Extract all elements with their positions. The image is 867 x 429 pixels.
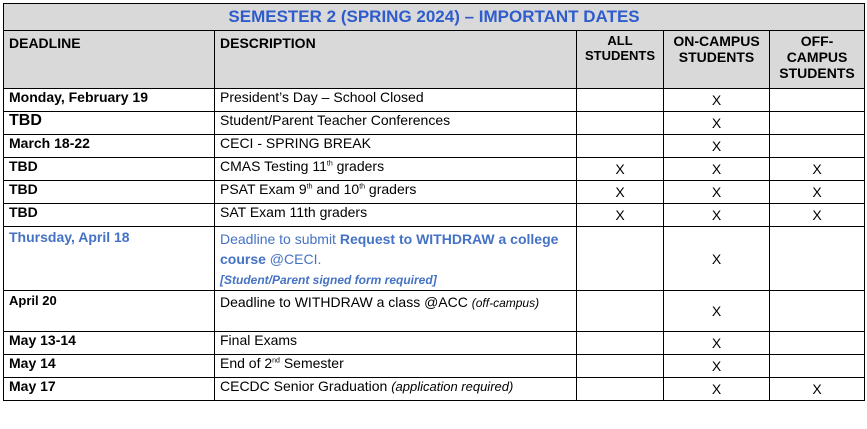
description-cell: Student/Parent Teacher Conferences bbox=[215, 112, 577, 135]
description-text: CECDC Senior Graduation bbox=[220, 378, 392, 394]
deadline-cell: May 14 bbox=[4, 355, 215, 378]
description-text: and 10 bbox=[312, 181, 360, 197]
description-cell: SAT Exam 11th graders bbox=[215, 204, 577, 227]
description-text: @CECI. bbox=[265, 251, 322, 267]
table-row bbox=[4, 158, 865, 181]
table-row bbox=[4, 378, 865, 401]
all-students-mark bbox=[577, 355, 664, 378]
all-students-mark bbox=[577, 332, 664, 355]
description-text: Deadline to WITHDRAW a class @ACC bbox=[220, 294, 472, 310]
deadline-cell: Monday, February 19 bbox=[4, 89, 215, 112]
off-campus-mark: X bbox=[770, 378, 865, 401]
deadline-cell: April 20 bbox=[4, 291, 215, 332]
all-students-mark bbox=[577, 378, 664, 401]
on-campus-mark: X bbox=[664, 355, 770, 378]
on-campus-mark: X bbox=[664, 291, 770, 332]
description-cell bbox=[215, 181, 577, 204]
all-students-mark bbox=[577, 291, 664, 332]
deadline-cell: TBD bbox=[4, 112, 215, 135]
deadline-cell: Thursday, April 18 bbox=[4, 227, 215, 291]
table-row bbox=[4, 181, 865, 204]
ordinal-suffix: th bbox=[359, 183, 366, 191]
table-row bbox=[4, 135, 865, 158]
on-campus-mark: X bbox=[664, 89, 770, 112]
description-note: (application required) bbox=[391, 379, 514, 394]
description-cell: CECI - SPRING BREAK bbox=[215, 135, 577, 158]
table-row bbox=[4, 89, 865, 112]
header-all-students: ALL STUDENTS bbox=[577, 31, 664, 89]
deadline-cell: TBD bbox=[4, 158, 215, 181]
all-students-mark: X bbox=[577, 181, 664, 204]
on-campus-mark: X bbox=[664, 204, 770, 227]
description-text: PSAT Exam 9 bbox=[220, 181, 307, 197]
description-note: [Student/Parent signed form required] bbox=[220, 273, 437, 287]
off-campus-mark bbox=[770, 332, 865, 355]
header-off-campus: OFF- CAMPUS STUDENTS bbox=[770, 31, 865, 89]
all-students-mark bbox=[577, 89, 664, 112]
deadline-cell: TBD bbox=[4, 181, 215, 204]
deadline-cell: TBD bbox=[4, 204, 215, 227]
on-campus-mark: X bbox=[664, 181, 770, 204]
header-on-campus: ON-CAMPUS STUDENTS bbox=[664, 31, 770, 89]
off-campus-mark: X bbox=[770, 181, 865, 204]
on-campus-mark: X bbox=[664, 135, 770, 158]
description-text: Semester bbox=[279, 355, 344, 371]
description-cell bbox=[215, 291, 577, 332]
important-dates-table bbox=[3, 3, 865, 401]
table-title: SEMESTER 2 (SPRING 2024) – IMPORTANT DATES bbox=[4, 4, 865, 31]
table-row bbox=[4, 355, 865, 378]
description-text: End of 2 bbox=[220, 355, 273, 371]
description-emphasis: Request to WITHDRAW a college course bbox=[220, 231, 559, 267]
description-cell bbox=[215, 227, 577, 291]
off-campus-mark bbox=[770, 135, 865, 158]
on-campus-mark: X bbox=[664, 227, 770, 291]
table-row bbox=[4, 291, 865, 332]
header-deadline: DEADLINE bbox=[4, 31, 215, 89]
ordinal-suffix: nd bbox=[272, 357, 280, 365]
all-students-mark bbox=[577, 227, 664, 291]
description-text: Deadline to submit bbox=[220, 231, 340, 247]
description-cell bbox=[215, 158, 577, 181]
all-students-mark: X bbox=[577, 204, 664, 227]
on-campus-mark: X bbox=[664, 332, 770, 355]
on-campus-mark: X bbox=[664, 112, 770, 135]
description-cell: Final Exams bbox=[215, 332, 577, 355]
off-campus-mark bbox=[770, 89, 865, 112]
table-row bbox=[4, 204, 865, 227]
on-campus-mark: X bbox=[664, 158, 770, 181]
off-campus-mark: X bbox=[770, 158, 865, 181]
deadline-cell: May 17 bbox=[4, 378, 215, 401]
ordinal-suffix: th bbox=[306, 183, 313, 191]
off-campus-mark bbox=[770, 291, 865, 332]
off-campus-mark bbox=[770, 112, 865, 135]
description-text: graders bbox=[365, 181, 417, 197]
all-students-mark bbox=[577, 135, 664, 158]
ordinal-suffix: th bbox=[326, 160, 333, 168]
description-note: (off-campus) bbox=[471, 296, 540, 310]
header-description: DESCRIPTION bbox=[215, 31, 577, 89]
deadline-cell: March 18-22 bbox=[4, 135, 215, 158]
all-students-mark bbox=[577, 112, 664, 135]
off-campus-mark bbox=[770, 227, 865, 291]
table-row bbox=[4, 227, 865, 291]
off-campus-mark bbox=[770, 355, 865, 378]
table-row bbox=[4, 332, 865, 355]
description-cell: President’s Day – School Closed bbox=[215, 89, 577, 112]
description-text: graders bbox=[332, 158, 385, 174]
off-campus-mark: X bbox=[770, 204, 865, 227]
deadline-cell: May 13-14 bbox=[4, 332, 215, 355]
description-cell bbox=[215, 355, 577, 378]
description-cell bbox=[215, 378, 577, 401]
table-row bbox=[4, 112, 865, 135]
on-campus-mark: X bbox=[664, 378, 770, 401]
all-students-mark: X bbox=[577, 158, 664, 181]
description-text: CMAS Testing 11 bbox=[220, 158, 327, 174]
